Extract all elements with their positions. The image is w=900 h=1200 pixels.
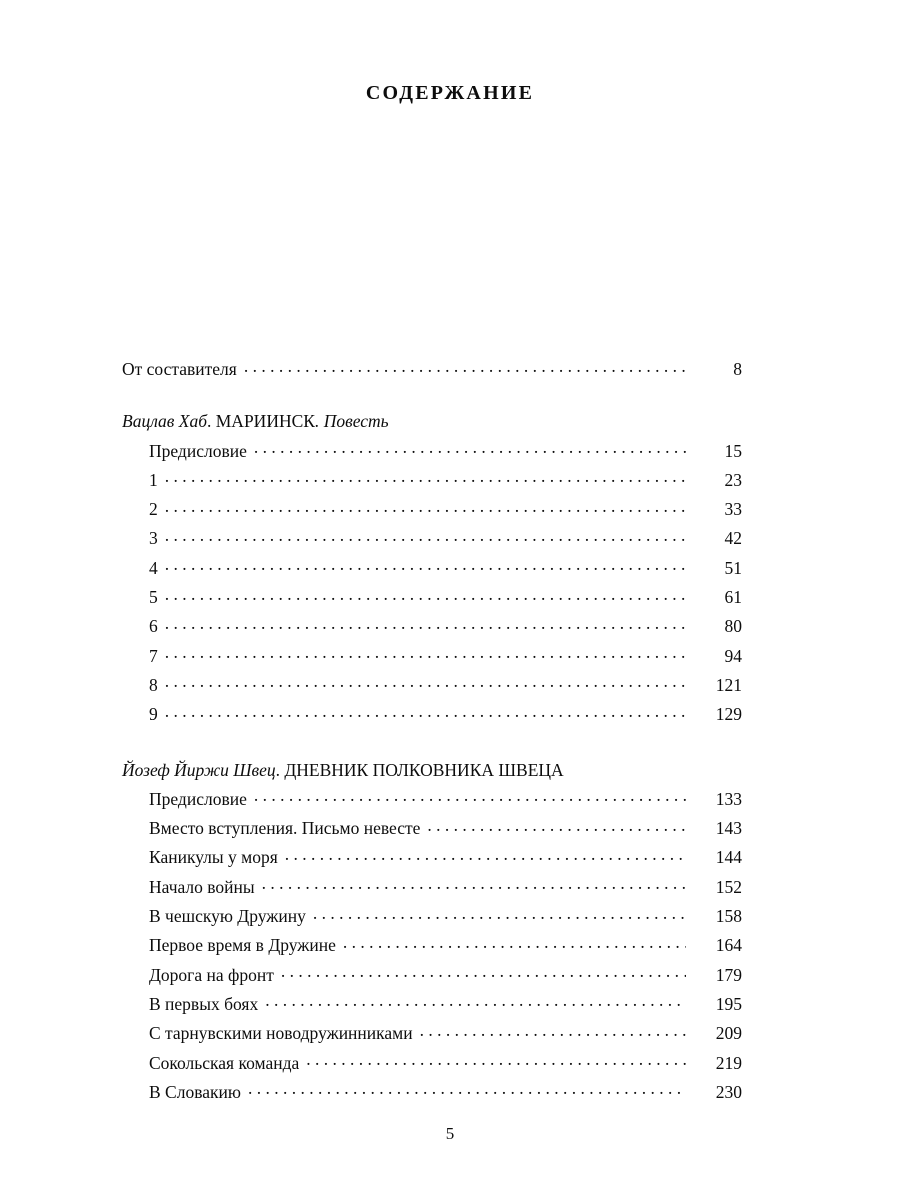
toc-entry-page: 33 [724, 499, 742, 520]
toc-entry[interactable] [149, 931, 742, 960]
toc-entry[interactable] [149, 873, 742, 902]
toc-entry[interactable] [149, 466, 742, 495]
toc-entry-label: Каникулы у моря [149, 847, 278, 868]
dot-leader [248, 1080, 686, 1098]
toc-section-heading-0 [122, 407, 742, 436]
toc-section-title: МАРИИНСК [215, 411, 315, 432]
toc-entry-label: С тарнувскими новодружинниками [149, 1023, 413, 1044]
toc-entry-page: 80 [724, 616, 742, 637]
dot-leader [165, 527, 686, 545]
dot-leader [265, 992, 686, 1010]
toc-entry-label: Предисловие [149, 788, 247, 809]
dot-leader [313, 905, 686, 923]
dot-leader [254, 439, 686, 457]
toc-entry-page: 94 [724, 645, 742, 666]
toc-entry-page: 144 [715, 847, 742, 868]
toc-entry-page: 121 [715, 674, 742, 695]
toc-entry-label: В чешскую Дружину [149, 906, 306, 927]
toc-entry-label: 2 [149, 499, 158, 520]
dot-leader [165, 586, 686, 604]
toc-entry[interactable] [149, 814, 742, 843]
toc-entry-label: 7 [149, 645, 158, 666]
toc-entry-label: Первое время в Дружине [149, 935, 336, 956]
toc-entry[interactable] [149, 1078, 742, 1107]
toc-entry[interactable] [149, 583, 742, 612]
page-number: 5 [445, 1124, 455, 1143]
toc-entry[interactable] [149, 785, 742, 814]
toc-entry[interactable] [149, 1049, 742, 1078]
toc-entry[interactable] [149, 671, 742, 700]
toc-entry[interactable] [149, 990, 742, 1019]
toc-entry-page: 219 [715, 1052, 742, 1073]
toc-entry-label: Сокольская команда [149, 1052, 300, 1073]
table-of-contents [122, 355, 742, 1107]
toc-section-heading-1 [122, 756, 742, 785]
toc-entry[interactable] [149, 612, 742, 641]
dot-leader [285, 846, 686, 864]
toc-entry[interactable] [149, 700, 742, 729]
toc-entry[interactable] [149, 642, 742, 671]
toc-entry[interactable] [149, 1019, 742, 1048]
toc-entry-intro[interactable] [122, 355, 742, 384]
toc-section-title: ДНЕВНИК ПОЛКОВНИКА ШВЕЦА [284, 759, 564, 780]
toc-entry-label: Вместо вступления. Письмо невесте [149, 818, 421, 839]
toc-entry-label: В Словакию [149, 1081, 241, 1102]
toc-section-author: Вацлав Хаб [122, 411, 207, 432]
toc-entry-page: 230 [715, 1081, 742, 1102]
toc-entry-page: 164 [715, 935, 742, 956]
toc-entry-label: 9 [149, 704, 158, 725]
dot-leader [165, 703, 686, 721]
toc-entry-label: Предисловие [149, 440, 247, 461]
toc-entry[interactable] [149, 843, 742, 872]
dot-leader [262, 875, 686, 893]
toc-entry[interactable] [149, 554, 742, 583]
toc-entry-page: 23 [724, 469, 742, 490]
toc-section-subtitle: . Повесть [314, 411, 389, 432]
dot-leader [165, 498, 686, 516]
toc-entry-label: 3 [149, 528, 158, 549]
toc-entry[interactable] [149, 902, 742, 931]
dot-leader [165, 644, 686, 662]
page-title: СОДЕРЖАНИЕ [365, 82, 535, 104]
toc-entry-label: От составителя [122, 359, 237, 379]
toc-entry-page: 15 [724, 440, 742, 461]
toc-entry-label: 4 [149, 557, 158, 578]
dot-leader [427, 817, 686, 835]
dot-leader [306, 1051, 686, 1069]
toc-entry-label: В первых боях [149, 993, 259, 1014]
toc-entry-page: 8 [733, 359, 742, 379]
dot-leader [281, 963, 686, 981]
dot-leader [165, 673, 686, 691]
toc-entry[interactable] [149, 961, 742, 990]
toc-entry-page: 42 [724, 528, 742, 549]
toc-entry-page: 129 [715, 704, 742, 725]
toc-entry-page: 179 [715, 964, 742, 985]
dot-leader [165, 615, 686, 633]
dot-leader [244, 358, 686, 376]
toc-entry-page: 158 [715, 906, 742, 927]
toc-entry-page: 195 [715, 993, 742, 1014]
toc-entry-page: 143 [715, 818, 742, 839]
toc-entry[interactable] [149, 437, 742, 466]
dot-leader [343, 934, 686, 952]
toc-entry-label: 6 [149, 616, 158, 637]
toc-entry-page: 51 [724, 557, 742, 578]
toc-entry-label: 5 [149, 587, 158, 608]
dot-leader [420, 1022, 686, 1040]
toc-entry-label: 1 [149, 469, 158, 490]
toc-entry-label: Дорога на фронт [149, 964, 274, 985]
toc-section-separator: . [275, 759, 285, 780]
dot-leader [165, 468, 686, 486]
toc-entry-label: 8 [149, 674, 158, 695]
toc-section-author: Йозеф Йиржи Швец [122, 759, 276, 780]
dot-leader [165, 556, 686, 574]
toc-entry-page: 152 [715, 876, 742, 897]
toc-entry-label: Начало войны [149, 876, 255, 897]
toc-entry-page: 209 [715, 1023, 742, 1044]
toc-entry[interactable] [149, 495, 742, 524]
toc-entry-page: 61 [724, 587, 742, 608]
toc-entry[interactable] [149, 524, 742, 553]
toc-entry-page: 133 [715, 788, 742, 809]
toc-section-separator: . [207, 411, 216, 432]
dot-leader [254, 787, 686, 805]
